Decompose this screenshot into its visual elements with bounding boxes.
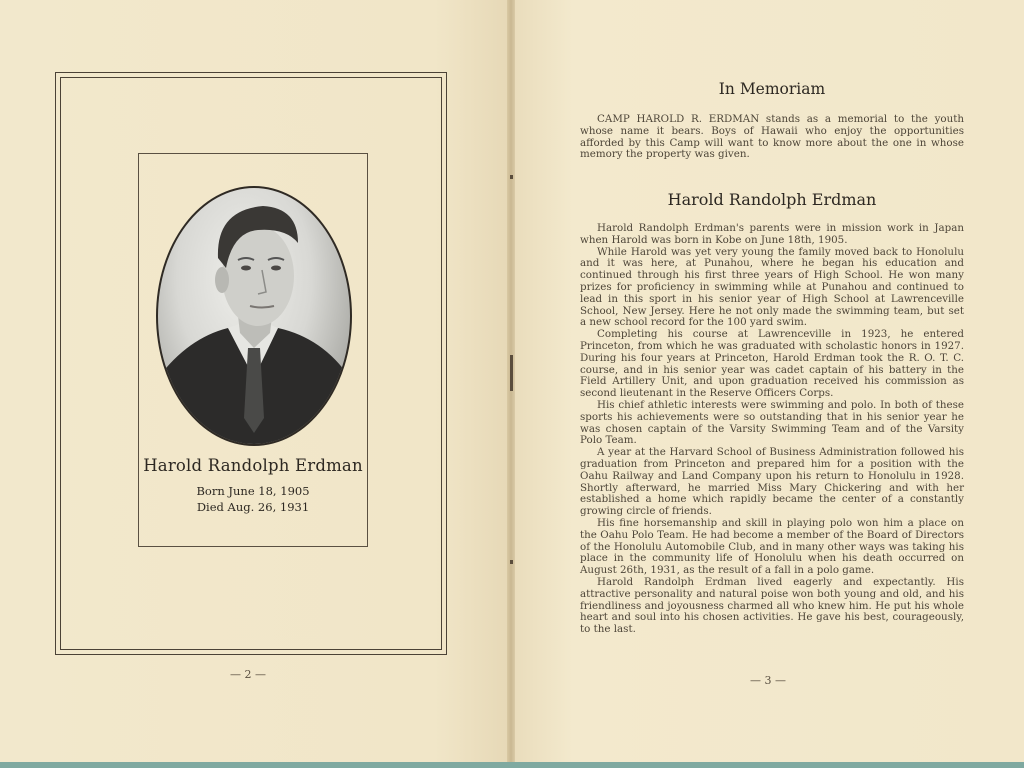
portrait-caption-name: Harold Randolph Erdman — [143, 456, 363, 475]
biography-text — [580, 223, 964, 636]
cover-edge — [0, 762, 1024, 768]
staple-mark-bottom — [510, 560, 513, 564]
born-date: Born June 18, 1905 — [196, 484, 310, 498]
bio-paragraph-4: His chief athletic interests were swimming and polo. In both of these sports his achievements were so outstanding that in his senior year he was chosen captain of the Varsity Swimming Team and of the Varsity Polo Team. — [580, 398, 964, 447]
died-date: Died Aug. 26, 1931 — [196, 500, 310, 514]
memoriam-heading: In Memoriam — [718, 80, 826, 98]
portrait-photo — [156, 186, 352, 446]
staple-icon — [510, 355, 513, 391]
bio-paragraph-3: Completing his course at Lawrenceville in 1923, he entered Princeton, from which he was graduated with scholastic honors in 1927. During his four years at Princeton, Harold Erdman took the R. O. T. C. course, and in his senior year was cadet captain of his battery in the Field Artillery Unit, and upon graduation received his commission as second lieutenant in the Reserve Officers Corps. — [580, 328, 964, 400]
staple-mark-top — [510, 175, 513, 179]
bio-paragraph-1: Harold Randolph Erdman's parents were in mission work in Japan when Harold was born in Kobe on June 18th, 1905. — [580, 222, 964, 246]
bio-paragraph-2: While Harold was yet very young the family moved back to Honolulu and it was here, at Punahou, where he began his education and continued through his first three years of High School. He won many prizes for proficiency in swimming while at Punahou and continued to lead in this sport in his senior year of High School at Lawrenceville School, New Jersey. Here he not only made the swimming team, but set a new school record for the 100 yard swim. — [580, 245, 964, 329]
memoriam-text — [580, 114, 964, 161]
bio-paragraph-7: Harold Randolph Erdman lived eagerly and expectantly. His attractive personality and natural poise won both young and old, and his friendliness and joyousness charmed all who knew him. He put his whole heart and soul into his chosen activities. He gave his best, courageously, to the last. — [580, 575, 964, 636]
bio-paragraph-5: A year at the Harvard School of Business Administration followed his graduation from Princeton and prepared him for a position with the Oahu Railway and Land Company upon his return to Honolulu in 1928. Shortly afterward, he married Miss Mary Chickering and with her established a home which rapidly became the center of a constantly growing circle of friends. — [580, 446, 964, 518]
page-number-left: — 2 — — [230, 668, 266, 681]
bio-heading: Harold Randolph Erdman — [667, 190, 877, 209]
memoriam-paragraph: CAMP HAROLD R. ERDMAN stands as a memorial to the youth whose name it bears. Boys of Hawaii who enjoy the opportunities afforded by this Camp will want to know more about the one in whose memory the property was given. — [580, 113, 964, 161]
page-number-right: — 3 — — [750, 674, 786, 687]
life-dates — [138, 483, 368, 515]
bio-paragraph-6: His fine horsemanship and skill in playing polo won him a place on the Oahu Polo Team. He had become a member of the Board of Directors of the Honolulu Automobile Club, and in many other ways was taking his place in the community life of Honolulu when his death occurred on August 26th, 1931, as the result of a fall in a polo game. — [580, 516, 964, 577]
